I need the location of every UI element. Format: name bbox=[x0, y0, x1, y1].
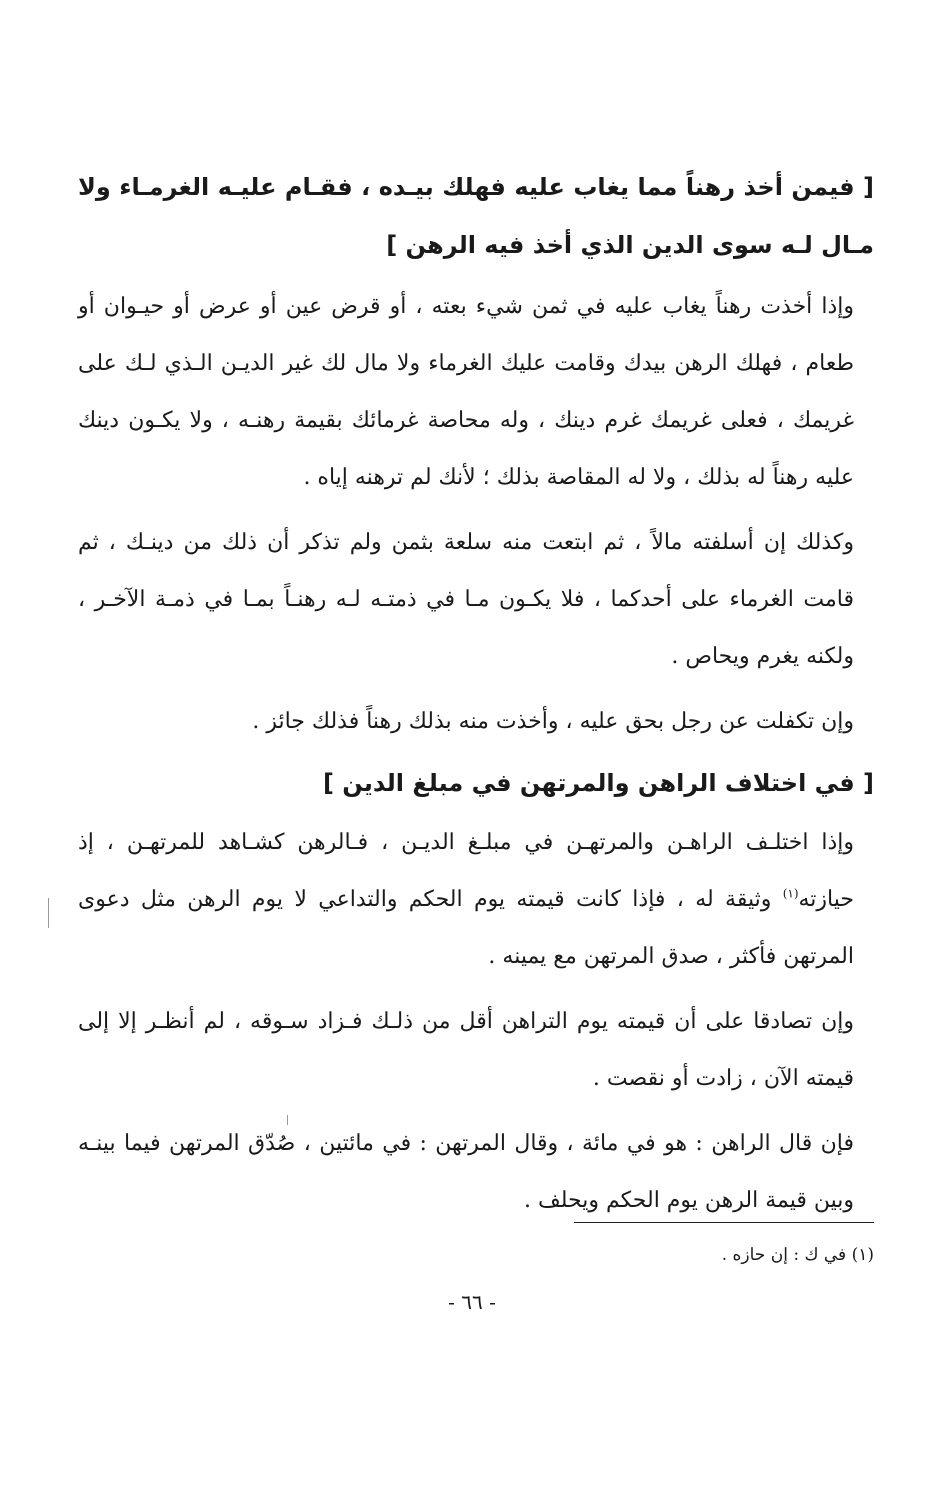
section-heading-debt-dispute: [ في اختلاف الراهن والمرتهن في مبلغ الدين ] bbox=[322, 769, 874, 797]
paragraph-loan-and-purchase: وكذلك إن أسلفته مالاً ، ثم ابتعت منه سلعة بثمن ولم تذكر أن ذلك من دينـك ، ثم قامت الغرماء على أحدكما ، فلا يكـون مـا في ذمتـه لـه رهنـاً بمـا في ذمـة الآخـر ، ولكنه يغرم ويحاص . bbox=[78, 530, 854, 669]
page-body bbox=[78, 158, 874, 1237]
scan-speck bbox=[48, 898, 49, 928]
paragraph-guarantee: وإن تكفلت عن رجل بحق عليه ، وأخذت منه بذلك رهناً فذلك جائز . bbox=[252, 709, 854, 734]
section-heading-pledge-perished: [ فيمن أخذ رهناً مما يغاب عليه فهلك بيـده ، فقـام عليـه الغرمـاء ولا مـال لـه سوى الدين الذي أخذ فيه الرهن ] bbox=[78, 173, 874, 259]
page-number: - ٦٦ - bbox=[448, 1290, 496, 1314]
scan-speck bbox=[287, 1115, 288, 1125]
footnote: (١) في ك : إن حازه . bbox=[721, 1245, 874, 1265]
footnote-reference-mark: (١) bbox=[782, 886, 799, 901]
paragraph-pledge-perished: وإذا أخذت رهناً يغاب عليه في ثمن شيء بعته ، أو قرض عين أو عرض أو حيـوان أو طعام ، فهلك الرهن بيدك وقامت عليك الغرماء ولا مال لك غير الديـن الـذي لـك على غريمك ، فعلى غريمك غرم دينك ، وله محاصة غرمائك بقيمة رهنـه ، ولا يكـون دينك عليه رهناً له بذلك ، ولا له المقاصة بذلك ؛ لأنك لم ترهنه إياه . bbox=[78, 294, 854, 490]
paragraph-debt-dispute bbox=[78, 814, 874, 985]
footnote-separator-line bbox=[574, 1222, 874, 1223]
paragraph-value-agreement: وإن تصادقا على أن قيمته يوم التراهن أقل من ذلـك فـزاد سـوقه ، لم أنظـر إلا إلى قيمته الآن ، زادت أو نقصت . bbox=[78, 1009, 854, 1091]
paragraph-debt-dispute-start: وإذا اختلـف الراهـن والمرتهـن في مبلـغ الديـن ، فـالرهن كشـاهد للمرتهـن ، إذ حيازته bbox=[78, 830, 854, 912]
paragraph-debt-dispute-end: وثيقة له ، فإذا كانت قيمته يوم الحكم والتداعي لا يوم الرهن مثل دعوى المرتهن فأكثر ، صدق المرتهن مع يمينه . bbox=[78, 887, 854, 969]
paragraph-hundred-vs-two-hundred: فإن قال الراهن : هو في مائة ، وقال المرتهن : في مائتين ، صُدّق المرتهن فيما بينـه وبين قيمة الرهن يوم الحكم ويحلف . bbox=[78, 1131, 854, 1213]
